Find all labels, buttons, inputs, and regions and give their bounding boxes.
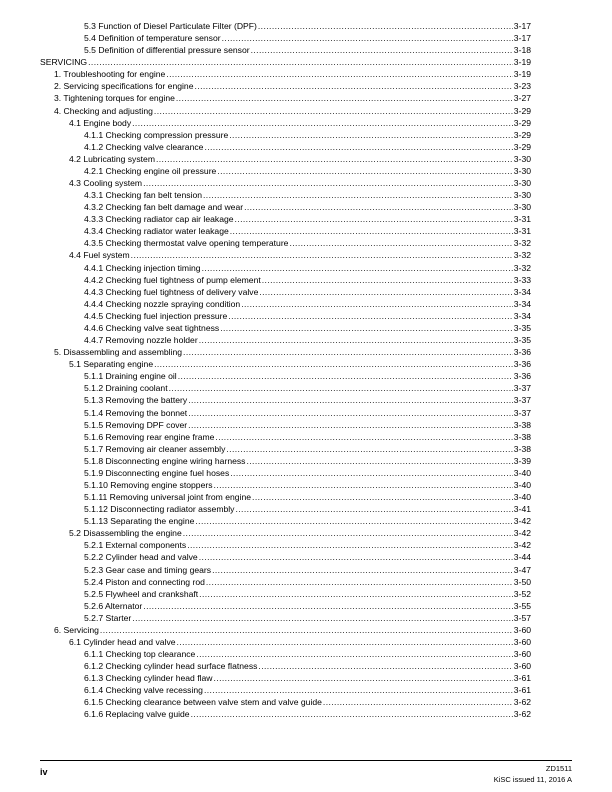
issue-info: KiSC issued 11, 2016 A: [493, 775, 572, 784]
toc-entry-page: 3-30: [513, 202, 531, 213]
toc-dot-leader: [323, 696, 513, 708]
toc-dot-leader: [204, 684, 513, 696]
toc-entry[interactable]: [40, 443, 531, 455]
toc-entry-page: 3-50: [513, 576, 531, 587]
toc-entry-title: 5.1.1 Draining engine oil: [84, 371, 177, 382]
toc-entry-title: 2. Servicing specifications for engine: [54, 81, 194, 92]
toc-entry-title: 4.2.1 Checking engine oil pressure: [84, 165, 217, 176]
toc-entry-title: 5.2.2 Cylinder head and valve: [84, 552, 198, 563]
toc-dot-leader: [202, 262, 513, 274]
toc-entry[interactable]: [40, 491, 531, 503]
toc-entry-title: 5.1.8 Disconnecting engine wiring harness: [84, 455, 246, 466]
document-code: ZD1511: [545, 764, 572, 773]
toc-entry[interactable]: [40, 32, 531, 44]
toc-dot-leader: [258, 20, 513, 32]
footer-divider: [40, 760, 572, 761]
toc-dot-leader: [222, 32, 513, 44]
toc-dot-leader: [214, 672, 513, 684]
toc-entry[interactable]: [40, 153, 531, 165]
toc-entry[interactable]: [40, 515, 531, 527]
toc-entry[interactable]: [40, 346, 531, 358]
toc-entry-page: 3-34: [513, 298, 531, 309]
toc-dot-leader: [214, 479, 513, 491]
toc-entry-page: 3-30: [513, 190, 531, 201]
toc-entry-title: 4.4.5 Checking fuel injection pressure: [84, 310, 228, 321]
toc-dot-leader: [195, 80, 513, 92]
toc-dot-leader: [258, 660, 512, 672]
toc-entry[interactable]: [40, 129, 531, 141]
toc-entry[interactable]: [40, 56, 531, 68]
toc-entry-title: 5.1.3 Removing the battery: [84, 395, 188, 406]
toc-entry-page: 3-44: [513, 552, 531, 563]
toc-dot-leader: [132, 117, 513, 129]
toc-entry-page: 3-30: [513, 153, 531, 164]
toc-entry-page: 3-37: [513, 395, 531, 406]
toc-entry-title: 6.1.1 Checking top clearance: [84, 649, 196, 660]
toc-entry[interactable]: [40, 708, 531, 720]
toc-entry-page: 3-57: [513, 612, 531, 623]
toc-entry[interactable]: [40, 189, 531, 201]
toc-entry-page: 3-35: [513, 322, 531, 333]
toc-entry-page: 3-17: [513, 21, 531, 31]
toc-entry-page: 3-39: [513, 455, 531, 466]
toc-entry-title: 6.1.3 Checking cylinder head flaw: [84, 673, 213, 684]
toc-entry[interactable]: [40, 310, 531, 322]
toc-dot-leader: [262, 274, 513, 286]
toc-entry-title: 4.4.3 Checking fuel tightness of delivery valve: [84, 286, 259, 297]
toc-entry-title: 5.2.7 Starter: [84, 612, 132, 623]
toc-entry[interactable]: [40, 624, 531, 636]
toc-entry[interactable]: [40, 660, 531, 672]
toc-entry[interactable]: [40, 588, 531, 600]
toc-entry-title: 4.3.1 Checking fan belt tension: [84, 190, 203, 201]
toc-entry-title: 5.2.1 External components: [84, 540, 187, 551]
toc-entry-title: 5.1.7 Removing air cleaner assembly: [84, 443, 226, 454]
toc-entry[interactable]: [40, 201, 531, 213]
toc-dot-leader: [188, 407, 513, 419]
toc-entry-page: 3-32: [513, 250, 531, 261]
toc-dot-leader: [252, 491, 513, 503]
toc-entry[interactable]: [40, 237, 531, 249]
toc-dot-leader: [241, 298, 513, 310]
toc-entry[interactable]: [40, 177, 531, 189]
toc-entry-page: 3-42: [513, 540, 531, 551]
toc-dot-leader: [100, 624, 513, 636]
toc-entry-title: 6. Servicing: [54, 624, 99, 635]
toc-dot-leader: [195, 515, 512, 527]
toc-entry-title: 4.3.5 Checking thermostat valve opening temperature: [84, 238, 289, 249]
toc-dot-leader: [196, 648, 512, 660]
toc-entry[interactable]: [40, 358, 531, 370]
toc-dot-leader: [235, 503, 512, 515]
toc-entry-title: 4.4.2 Checking fuel tightness of pump element: [84, 274, 261, 285]
toc-entry-page: 3-55: [513, 600, 531, 611]
toc-dot-leader: [235, 213, 513, 225]
toc-entry[interactable]: [40, 600, 531, 612]
toc-entry-page: 3-34: [513, 286, 531, 297]
toc-dot-leader: [203, 189, 513, 201]
toc-entry[interactable]: [40, 564, 531, 576]
toc-entry-page: 3-18: [513, 45, 531, 56]
toc-entry-page: 3-29: [513, 141, 531, 152]
toc-entry-title: SERVICING: [40, 57, 88, 68]
toc-dot-leader: [143, 600, 513, 612]
toc-entry-title: 5.2.6 Alternator: [84, 600, 143, 611]
toc-entry[interactable]: [40, 576, 531, 588]
toc-entry-title: 4.2 Lubricating system: [69, 153, 155, 164]
toc-entry-title: 3. Tightening torques for engine: [54, 93, 175, 104]
toc-entry[interactable]: [40, 551, 531, 563]
toc-entry-title: 5.1.6 Removing rear engine frame: [84, 431, 215, 442]
toc-entry[interactable]: [40, 165, 531, 177]
toc-entry-page: 3-19: [513, 69, 531, 80]
toc-dot-leader: [169, 382, 513, 394]
toc-entry-page: 3-19: [513, 57, 531, 68]
toc-entry-page: 3-62: [513, 697, 531, 708]
toc-entry-title: 5.1.5 Removing DPF cover: [84, 419, 188, 430]
toc-entry[interactable]: [40, 44, 531, 56]
toc-dot-leader: [132, 612, 513, 624]
toc-entry-title: 6.1.5 Checking clearance between valve stem and valve guide: [84, 697, 322, 708]
toc-entry[interactable]: [40, 105, 531, 117]
toc-dot-leader: [229, 129, 513, 141]
toc-entry[interactable]: [40, 648, 531, 660]
toc-dot-leader: [154, 358, 513, 370]
toc-entry-page: 3-60: [513, 624, 531, 635]
toc-entry-page: 3-61: [513, 673, 531, 684]
toc-dot-leader: [131, 249, 513, 261]
toc-entry-page: 3-29: [513, 105, 531, 116]
toc-dot-leader: [183, 527, 513, 539]
toc-entry-page: 3-38: [513, 431, 531, 442]
table-of-contents: [40, 20, 531, 721]
toc-dot-leader: [215, 431, 512, 443]
toc-entry-title: 5.1.10 Removing engine stoppers: [84, 479, 213, 490]
toc-entry-page: 3-40: [513, 492, 531, 503]
toc-dot-leader: [177, 636, 513, 648]
toc-entry[interactable]: [40, 394, 531, 406]
toc-entry[interactable]: [40, 92, 531, 104]
toc-dot-leader: [187, 539, 513, 551]
toc-entry[interactable]: [40, 467, 531, 479]
toc-entry-page: 3-60: [513, 649, 531, 660]
toc-dot-leader: [230, 467, 513, 479]
toc-entry[interactable]: [40, 322, 531, 334]
toc-entry-page: 3-36: [513, 359, 531, 370]
toc-dot-leader: [230, 225, 513, 237]
toc-entry-page: 3-35: [513, 335, 531, 346]
toc-entry[interactable]: [40, 334, 531, 346]
toc-entry-page: 3-23: [513, 81, 531, 92]
toc-entry-page: 3-60: [513, 661, 531, 672]
toc-entry-title: 4.3.4 Checking radiator water leakage: [84, 226, 229, 237]
toc-entry-title: 5.1.9 Disconnecting engine fuel hoses: [84, 467, 230, 478]
toc-entry[interactable]: [40, 612, 531, 624]
toc-entry-page: 3-31: [513, 214, 531, 225]
toc-entry[interactable]: [40, 262, 531, 274]
toc-dot-leader: [176, 92, 513, 104]
toc-dot-leader: [226, 443, 512, 455]
toc-entry[interactable]: [40, 419, 531, 431]
toc-entry[interactable]: [40, 249, 531, 261]
toc-entry[interactable]: [40, 117, 531, 129]
toc-entry-title: 5.1.12 Disconnecting radiator assembly: [84, 504, 235, 515]
toc-dot-leader: [228, 310, 512, 322]
toc-entry[interactable]: [40, 503, 531, 515]
toc-dot-leader: [143, 177, 513, 189]
toc-entry-page: 3-42: [513, 528, 531, 539]
toc-entry-page: 3-32: [513, 238, 531, 249]
toc-entry-page: 3-41: [513, 504, 531, 515]
toc-entry-title: 4.1 Engine body: [69, 117, 132, 128]
toc-entry-page: 3-36: [513, 347, 531, 358]
toc-dot-leader: [88, 56, 513, 68]
toc-entry-page: 3-29: [513, 129, 531, 140]
toc-entry-title: 6.1.2 Checking cylinder head surface flatness: [84, 661, 258, 672]
toc-entry[interactable]: [40, 370, 531, 382]
toc-entry-title: 5.1.4 Removing the bonnet: [84, 407, 188, 418]
toc-entry-title: 5. Disassembling and assembling: [54, 347, 183, 358]
toc-entry[interactable]: [40, 636, 531, 648]
toc-dot-leader: [289, 237, 512, 249]
toc-entry-title: 6.1.6 Replacing valve guide: [84, 709, 190, 720]
toc-entry-title: 4.3 Cooling system: [69, 178, 143, 189]
toc-entry-title: 5.2.5 Flywheel and crankshaft: [84, 588, 199, 599]
toc-entry-page: 3-38: [513, 443, 531, 454]
toc-entry-title: 4.4.4 Checking nozzle spraying condition: [84, 298, 241, 309]
toc-dot-leader: [204, 141, 512, 153]
toc-dot-leader: [220, 322, 513, 334]
toc-entry[interactable]: [40, 684, 531, 696]
toc-entry-page: 3-30: [513, 165, 531, 176]
toc-dot-leader: [246, 455, 512, 467]
toc-entry-title: 6.1 Cylinder head and valve: [69, 636, 176, 647]
toc-entry[interactable]: [40, 80, 531, 92]
toc-entry-page: 3-60: [513, 636, 531, 647]
toc-entry-title: 4.4.1 Checking injection timing: [84, 262, 201, 273]
toc-dot-leader: [183, 346, 513, 358]
toc-dot-leader: [188, 394, 513, 406]
toc-entry[interactable]: [40, 274, 531, 286]
toc-entry-title: 4.4.6 Checking valve seat tightness: [84, 322, 220, 333]
toc-entry-page: 3-37: [513, 407, 531, 418]
toc-dot-leader: [244, 201, 513, 213]
toc-entry-title: 4.1.2 Checking valve clearance: [84, 141, 204, 152]
toc-entry-title: 5.1.11 Removing universal joint from engine: [84, 492, 252, 503]
page-number: iv: [40, 767, 48, 777]
toc-entry-title: 4.1.1 Checking compression pressure: [84, 129, 229, 140]
toc-dot-leader: [178, 370, 513, 382]
toc-entry-page: 3-40: [513, 467, 531, 478]
toc-entry-title: 4.4 Fuel system: [69, 250, 130, 261]
toc-entry-page: 3-29: [513, 117, 531, 128]
toc-entry-title: 4.3.2 Checking fan belt damage and wear: [84, 202, 244, 213]
toc-entry-page: 3-37: [513, 383, 531, 394]
toc-entry-page: 3-52: [513, 588, 531, 599]
toc-entry[interactable]: [40, 696, 531, 708]
toc-entry-title: 4. Checking and adjusting: [54, 105, 153, 116]
toc-entry-title: 5.2.4 Piston and connecting rod: [84, 576, 205, 587]
toc-entry[interactable]: [40, 68, 531, 80]
toc-entry-page: 3-42: [513, 516, 531, 527]
toc-entry[interactable]: [40, 141, 531, 153]
toc-dot-leader: [191, 708, 513, 720]
toc-dot-leader: [199, 551, 513, 563]
toc-entry-page: 3-31: [513, 226, 531, 237]
toc-dot-leader: [212, 564, 513, 576]
toc-entry[interactable]: [40, 539, 531, 551]
toc-dot-leader: [154, 105, 513, 117]
toc-entry[interactable]: [40, 20, 531, 32]
toc-entry[interactable]: [40, 225, 531, 237]
toc-entry[interactable]: [40, 407, 531, 419]
toc-entry-page: 3-34: [513, 310, 531, 321]
toc-entry-page: 3-17: [513, 33, 531, 44]
toc-entry-page: 3-32: [513, 262, 531, 273]
toc-entry[interactable]: [40, 298, 531, 310]
toc-entry-page: 3-40: [513, 479, 531, 490]
toc-entry[interactable]: [40, 527, 531, 539]
toc-entry-title: 5.4 Definition of temperature sensor: [84, 33, 221, 44]
toc-entry-page: 3-38: [513, 419, 531, 430]
toc-entry-title: 6.1.4 Checking valve recessing: [84, 685, 203, 696]
toc-entry-page: 3-62: [513, 709, 531, 720]
toc-entry-page: 3-61: [513, 685, 531, 696]
toc-entry-page: 3-36: [513, 371, 531, 382]
toc-entry-title: 5.3 Function of Diesel Particulate Filter (DPF): [84, 21, 257, 31]
toc-dot-leader: [251, 44, 513, 56]
toc-entry[interactable]: [40, 431, 531, 443]
toc-entry-page: 3-47: [513, 564, 531, 575]
toc-dot-leader: [199, 334, 513, 346]
toc-entry-title: 1. Troubleshooting for engine: [54, 69, 166, 80]
toc-dot-leader: [188, 419, 513, 431]
toc-dot-leader: [199, 588, 513, 600]
toc-entry[interactable]: [40, 672, 531, 684]
toc-dot-leader: [217, 165, 512, 177]
toc-entry-page: 3-33: [513, 274, 531, 285]
toc-dot-leader: [259, 286, 512, 298]
toc-dot-leader: [166, 68, 512, 80]
toc-entry-title: 4.3.3 Checking radiator cap air leakage: [84, 214, 234, 225]
toc-entry-title: 5.2 Disassembling the engine: [69, 528, 182, 539]
toc-entry[interactable]: [40, 382, 531, 394]
toc-entry-title: 5.1.13 Separating the engine: [84, 516, 195, 527]
toc-entry[interactable]: [40, 286, 531, 298]
toc-entry[interactable]: [40, 213, 531, 225]
toc-entry[interactable]: [40, 455, 531, 467]
toc-entry-title: 5.1.2 Draining coolant: [84, 383, 168, 394]
toc-entry[interactable]: [40, 479, 531, 491]
toc-entry-page: 3-27: [513, 93, 531, 104]
toc-entry-title: 5.5 Definition of differential pressure sensor: [84, 45, 250, 56]
toc-dot-leader: [206, 576, 513, 588]
toc-dot-leader: [156, 153, 513, 165]
toc-entry-page: 3-30: [513, 178, 531, 189]
toc-entry-title: 5.1 Separating engine: [69, 359, 154, 370]
toc-entry-title: 5.2.3 Gear case and timing gears: [84, 564, 212, 575]
toc-entry-title: 4.4.7 Removing nozzle holder: [84, 335, 198, 346]
